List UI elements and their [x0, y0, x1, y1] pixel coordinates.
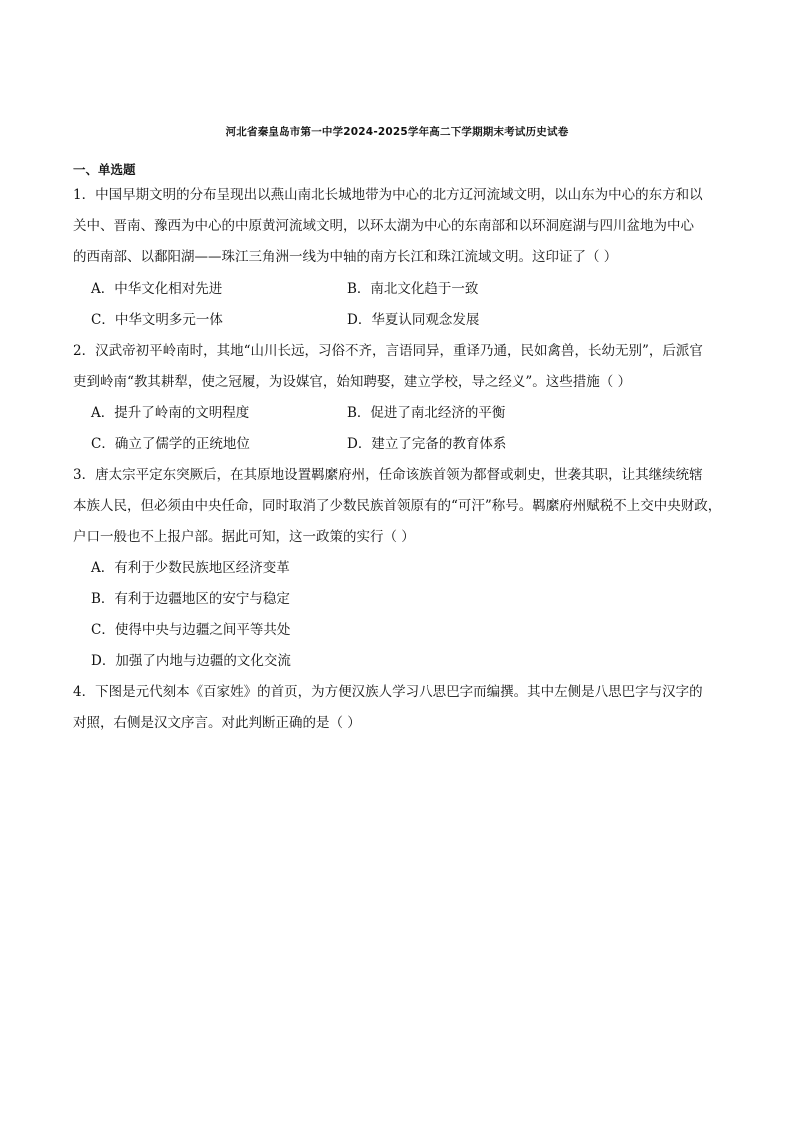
question-3-option-d[interactable]: D．加强了内地与边疆的文化交流	[91, 653, 291, 669]
question-1-line-3: 的西南部、以鄱阳湖——珠江三角洲一线为中轴的南方长江和珠江流域文明。这印证了（ ）	[73, 249, 618, 265]
question-2-option-a[interactable]: A．提升了岭南的文明程度	[91, 405, 250, 421]
exam-title: 河北省秦皇岛市第一中学2024-2025学年高二下学期期末考试历史试卷	[225, 126, 569, 138]
section-heading: 一、单选题	[73, 162, 136, 177]
question-2-option-b[interactable]: B．促进了南北经济的平衡	[347, 405, 506, 421]
question-1-line-2: 关中、晋南、豫西为中心的中原黄河流域文明，以环太湖为中心的东南部和以环洞庭湖与四川盆地为中心	[73, 218, 694, 234]
question-1-option-d[interactable]: D．华夏认同观念发展	[347, 312, 480, 328]
question-1-option-a[interactable]: A．中华文化相对先进	[91, 281, 223, 297]
question-3-line-3: 户口一般也不上报户部。据此可知，这一政策的实行（ ）	[73, 529, 415, 545]
question-2-line-1: 2．汉武帝初平岭南时，其地“山川长远，习俗不齐，言语同异，重译乃通，民如禽兽，长幼无别”，后派官	[73, 343, 703, 359]
question-1-option-b[interactable]: B．南北文化趋于一致	[347, 281, 479, 297]
question-3-line-1: 3．唐太宗平定东突厥后，在其原地设置羁縻府州，任命该族首领为都督或刺史，世袭其职，让其继续统辖	[73, 467, 703, 483]
question-2-line-2: 吏到岭南“教其耕犁，使之冠履，为设媒官，始知聘娶，建立学校，导之经义”。这些措施（ ）	[73, 374, 632, 390]
question-3-option-c[interactable]: C．使得中央与边疆之间平等共处	[91, 622, 291, 638]
question-3-line-2: 本族人民，但必须由中央任命，同时取消了少数民族首领原有的“可汗”称号。羁縻府州赋税不上交中央财政，	[73, 498, 722, 514]
question-2-option-d[interactable]: D．建立了完备的教育体系	[347, 436, 507, 452]
question-3-option-b[interactable]: B．有利于边疆地区的安宁与稳定	[91, 591, 290, 607]
question-4-line-1: 4．下图是元代刻本《百家姓》的首页，为方便汉族人学习八思巴字而编撰。其中左侧是八思巴字与汉字的	[73, 684, 703, 700]
question-4-line-2: 对照，右侧是汉文序言。对此判断正确的是（ ）	[73, 715, 361, 731]
question-1-line-1: 1．中国早期文明的分布呈现出以燕山南北长城地带为中心的北方辽河流域文明，以山东为中心的东方和以	[73, 187, 703, 203]
question-2-option-c[interactable]: C．确立了儒学的正统地位	[91, 436, 250, 452]
question-1-option-c[interactable]: C．中华文明多元一体	[91, 312, 223, 328]
question-3-option-a[interactable]: A．有利于少数民族地区经济变革	[91, 560, 290, 576]
